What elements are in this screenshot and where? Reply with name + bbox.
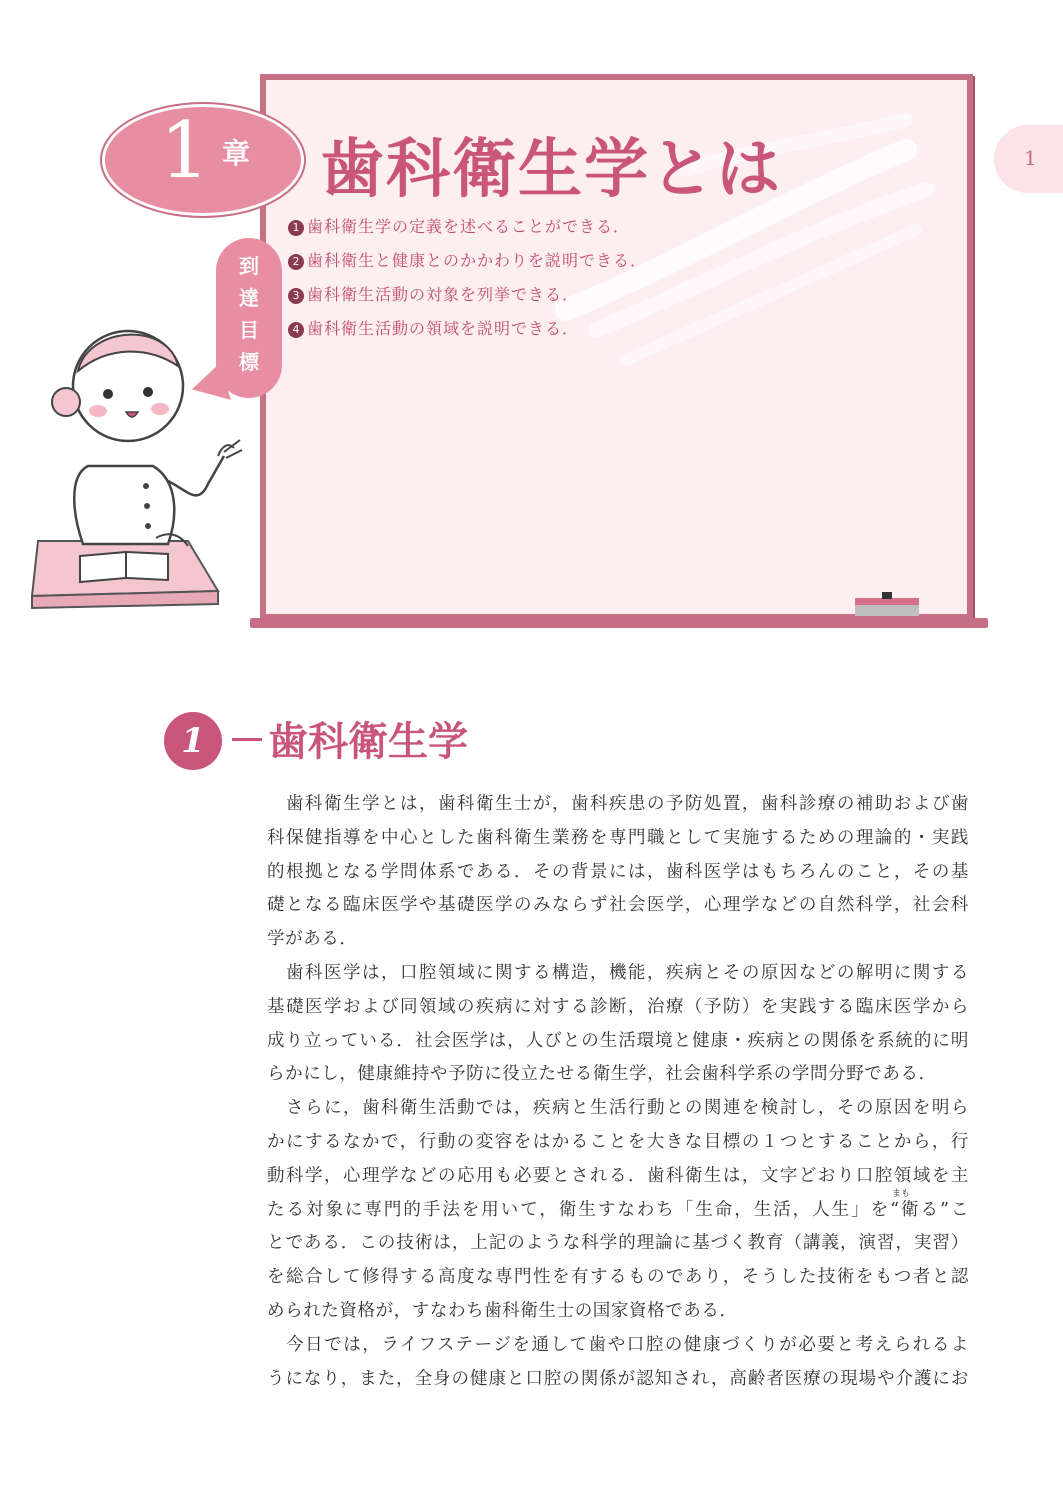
section-number: 1 — [181, 721, 205, 761]
text-line: さらに，歯科衛生活動では，疾病と生活行動との関連を検討し，その原因を明ら — [267, 1098, 969, 1119]
text-line: 成り立っている．社会医学は，人びとの生活環境と健康・疾病との関係を系統的に明 — [267, 1030, 969, 1051]
goal-number: 3 — [288, 288, 304, 304]
goals-badge-char: 達 — [239, 286, 259, 310]
text-line: 歯科医学は，口腔領域に関する構造，機能，疾病とその原因などの解明に関する — [267, 962, 969, 983]
goal-number: 1 — [288, 220, 304, 236]
text-line: められた資格が，すなわち歯科衛生士の国家資格である． — [267, 1300, 738, 1321]
section-title: 歯科衛生学 — [268, 718, 468, 765]
text-line: 科保健指導を中心とした歯科衛生業務を専門職として実施するための理論的・実践 — [267, 827, 969, 848]
goal-item — [288, 280, 647, 314]
page-number: 1 — [1024, 146, 1037, 170]
text-line: 動科学，心理学などの応用も必要とされる．歯科衛生は，文字どおり口腔領域を主 — [267, 1165, 969, 1186]
body-text — [267, 788, 969, 1396]
goals-list — [288, 212, 647, 348]
text-line: らかにし，健康維持や予防に役立たせる衛生学，社会歯科学系の学問分野である． — [267, 1064, 937, 1085]
goal-number: 4 — [288, 322, 304, 338]
section-dash — [232, 738, 262, 741]
text-line: を総合して修得する高度な専門性を有するものであり，そうした技術をもつ者と認 — [267, 1267, 969, 1288]
text-line: 基礎医学および同領域の疾病に対する診断，治療（予防）を実践する臨床医学から — [267, 996, 969, 1017]
text-line: とである．この技術は，上記のような科学的理論に基づく教育（講義，演習，実習） — [267, 1233, 969, 1254]
ruby-annotation: まも — [892, 1189, 911, 1199]
goal-text: 歯科衛生学の定義を述べることができる． — [307, 217, 631, 236]
text-line: うになり，また，全身の健康と口腔の関係が認知され，高齢者医療の現場や介護にお — [267, 1368, 969, 1389]
text-line: 今日では，ライフステージを通して歯や口腔の健康づくりが必要と考えられるよ — [267, 1334, 969, 1355]
goal-text: 歯科衛生活動の領域を説明できる． — [307, 319, 580, 338]
chapter-title: 歯科衛生学とは — [320, 133, 782, 207]
text-line: たる対象に専門的手法を用いて，衛生すなわち「生命，生活，人生」を“衛る”こ — [267, 1199, 969, 1220]
goals-badge-char: 目 — [239, 318, 259, 342]
goal-item — [288, 212, 647, 246]
text-line: 歯科衛生学とは，歯科衛生士が，歯科疾患の予防処置，歯科診療の補助および歯 — [267, 794, 969, 814]
board-ledge — [250, 618, 988, 628]
goal-text: 歯科衛生活動の対象を列挙できる． — [307, 285, 580, 304]
goals-badge-char: 標 — [239, 350, 259, 374]
text-line: 的根拠となる学問体系である．その背景には，歯科医学はもちろんのこと，その基 — [267, 861, 969, 882]
goal-item — [288, 246, 647, 280]
goal-text: 歯科衛生と健康とのかかわりを説明できる． — [307, 251, 648, 270]
chapter-number: 1 — [160, 106, 210, 196]
text-line: 学がある． — [267, 929, 358, 950]
text-line: 礎となる臨床医学や基礎医学のみならず社会医学，心理学などの自然科学，社会科 — [267, 895, 969, 916]
chapter-label: 章 — [222, 137, 251, 170]
goal-number: 2 — [288, 254, 304, 270]
eraser-knob — [882, 592, 892, 599]
text-line: かにするなかで，行動の変容をはかることを大きな目標の１つとすることから，行 — [267, 1131, 969, 1152]
goal-item — [288, 314, 647, 348]
eraser-top — [855, 598, 919, 605]
nurse-illustration — [28, 316, 268, 612]
goals-badge-char: 到 — [239, 254, 259, 278]
